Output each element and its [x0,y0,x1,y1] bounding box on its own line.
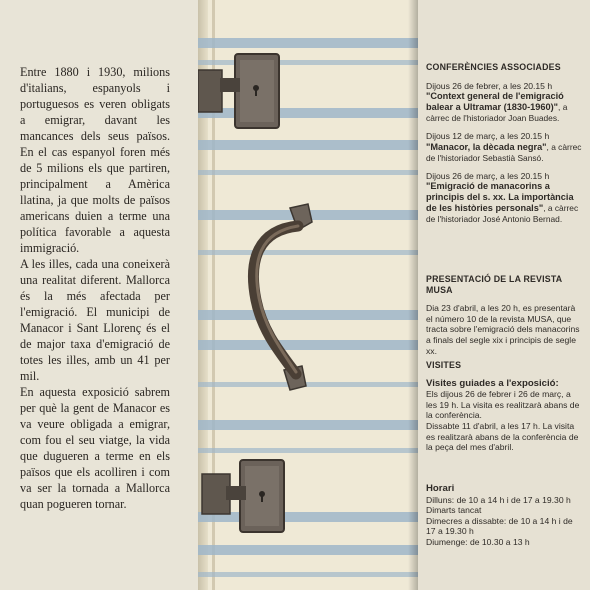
event-speaker: , a càrrec de l'historiador Joan Buades. [426,102,568,124]
conferences-title: CONFERÈNCIES ASSOCIADES [426,62,561,72]
suitcase-shadow [408,0,418,590]
intro-paragraph-2: A les illes, cada una coneixerà una realitat diferent. Mallorca és la més afectada per l'emigració. El municipi de Manacor i Sant Llorenç és el de major taxa d'emigració de totes les illes, amb un 41 per mil. [20,257,170,383]
event-talk [426,91,584,124]
event-talk-title: "Manacor, la dècada negra" [426,141,547,152]
intro-text [20,64,170,512]
visits-section [426,360,584,453]
suitcase-photo [198,0,418,590]
presentation-title: PRESENTACIÓ DE LA REVISTA MUSA [426,274,562,295]
event-3 [426,171,584,226]
event-2 [426,131,584,164]
top-lock-icon [198,54,279,128]
hours-section [426,484,584,548]
hours-line: Diumenge: de 10.30 a 13 h [426,536,530,547]
handle-icon [253,204,312,390]
event-date: Dijous 26 de març, a les 20.15 h [426,170,550,181]
hours-line: Dimecres a dissabte: de 10 a 14 h i de 17 a 19.30 h [426,515,573,537]
conferences-section [426,62,584,225]
presentation-text: Dia 23 d'abril, a les 20 h, es presentarà el número 10 de la revista MUSA, que tracta sobre l'emigració dels manacorins a finals del segle xix i principis de segle xx. [426,303,580,356]
presentation-section [426,274,584,356]
event-date: Dijous 12 de març, a les 20.15 h [426,131,550,142]
event-date: Dijous 26 de febrer, a les 20.15 h [426,80,553,91]
hours-line: Dilluns: de 10 a 14 h i de 17 a 19.30 h [426,494,571,505]
event-speaker: , a càrrec de l'historiador Sebastià Sansó. [426,141,582,163]
event-talk-title: "Emigració de manacorins a principis del s. xx. La importància de les històries personals" [426,181,574,214]
event-speaker: , a càrrec de l'historiador José Antonio Bernad. [426,203,579,225]
event-talk-title: "Context general de l'emigració balear a Ultramar (1830-1960)" [426,91,564,113]
event-talk [426,181,584,225]
event-1 [426,81,584,125]
intro-paragraph-3: En aquesta exposició sabrem per què la gent de Manacor es va veure obligada a emigrar, com fou el seu viatge, la vida que dugueren a terme en els països que els acolliren i com va ser la tornada a Mallorca quan pogueren tornar. [20,385,170,511]
intro-panel [0,0,198,590]
intro-paragraph-1: Entre 1880 i 1930, milions d'italians, espanyols i portuguesos es veren obligats a emigrar, davant les mancances dels seus països. En el cas espanyol foren més de 5 milions els que partiren, principalment a Amèrica llatina, ja que molts de països americans duien a terme una política favorable a aquesta immigració. [20,65,170,255]
visits-text-1: Els dijous 26 de febrer i 26 de març, a les 19 h. La visita es realitzarà abans de la conferència. [426,389,580,421]
suitcase-hardware [198,0,418,590]
visits-title: VISITES [426,360,462,370]
hours-title: Horari [426,483,455,494]
event-talk [426,142,584,164]
hours-line: Dimarts tancat [426,505,482,516]
visits-text-2: Dissabte 11 d'abril, a les 17 h. La visita es realitzarà abans de la conferència de la peça del mes d'abril. [426,420,579,453]
program-panel [418,0,590,590]
bottom-lock-icon [202,460,284,532]
visits-subtitle: Visites guiades a l'exposició: [426,377,559,389]
